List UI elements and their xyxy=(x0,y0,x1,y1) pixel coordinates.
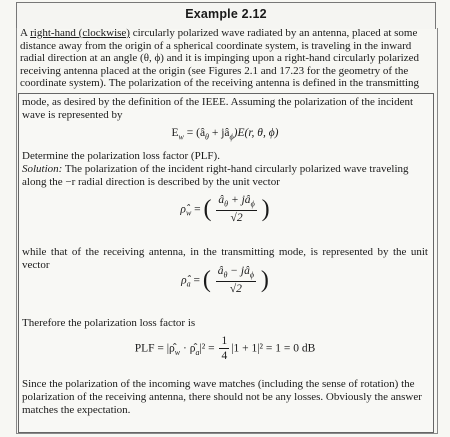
eq-pw-fraction xyxy=(216,194,256,225)
problem-line-2: distance away from the origin of a spherical coordinate system, is traveling in the inward xyxy=(20,39,412,52)
eq-pa-fraction xyxy=(216,265,256,296)
eq-plf-tail: |1 + 1|² = 1 = 0 dB xyxy=(231,342,316,355)
determine-text: Determine the polarization loss factor (PLF). xyxy=(22,150,220,162)
eq-pw-numerator: $â_\theta$ + $jâ_\phi$ xyxy=(216,194,256,211)
eq-pa-lhs: ρ̂ xyxy=(181,274,187,287)
eq-plf-denominator: 4 xyxy=(221,350,228,362)
eq-pa-sub: a xyxy=(186,279,191,289)
problem-line-4: receiving antenna placed at the origin (see Figures 2.1 and 17.23 for the geometry of the xyxy=(20,64,409,77)
incident-unit-vector-equation: $\rhô_w$ = ( $\frac{â_\theta + jâ_\phi}{√2}$ ) xyxy=(180,194,270,225)
eq-pw-denominator: √2 xyxy=(230,212,243,225)
problem-line-7: wave is represented by xyxy=(22,109,123,121)
receiving-unit-vector-equation: $\rhô_a$ = ( $\frac{â_\theta - jâ_\phi}{√2}$ ) xyxy=(181,265,269,296)
eq-plf-numerator: 1 xyxy=(221,335,228,347)
problem-line-5: coordinate system). The polarization of the receiving antenna is defined in the transmitting xyxy=(20,77,420,90)
eq-ew-rhs-3: )E(r, θ, ϕ) xyxy=(233,127,279,139)
eq-plf-after: |² = xyxy=(199,342,218,355)
eq-ew-rhs-1: = (â xyxy=(183,127,206,139)
solution-text: The polarization of the incident right-hand circularly polarized wave traveling xyxy=(62,163,409,175)
conclusion-line-1: Since the polarization of the incoming wave matches (including the sense of rotation) the xyxy=(22,378,415,390)
eq-plf-mid: · ρ̂ xyxy=(180,342,196,355)
problem-line-1-start: A xyxy=(20,27,31,39)
solution-line-1 xyxy=(22,163,428,176)
problem-line-1-end: circularly polarized wave radiated by an antenna, placed at some xyxy=(129,27,418,39)
plf-equation: PLF = $|\rhô_w$ · $\rhô_a|^2$ = $\frac{1}{4}$ |1 + 1|² = 1 = 0 dB xyxy=(134,335,316,362)
underlined-phrase: right-hand (clockwise) xyxy=(30,27,130,39)
solution-line-2: along the −r radial direction is described by the unit vector xyxy=(22,176,280,188)
eq-pa-denominator: √2 xyxy=(229,283,242,296)
problem-line-6: mode, as desired by the definition of the IEEE. Assuming the polarization of the incident xyxy=(22,96,414,108)
eq-pw-sub: w xyxy=(185,208,192,218)
example-title: Example 2.12 xyxy=(185,7,267,21)
eq-plf-fraction xyxy=(219,335,229,363)
conclusion-line-2: polarization of the receiving antenna, there should not be any losses. Obviously the answer xyxy=(22,391,422,403)
eq-ew-sub: w xyxy=(178,132,184,142)
therefore-text: Therefore the polarization loss factor is xyxy=(22,317,196,329)
while-text: while that of the receiving antenna, in the transmitting mode, is represented by the unit vector xyxy=(22,246,428,271)
problem-line-3: radial direction at an angle (θ, ϕ) and it is impinging upon a right-hand circularly polarized xyxy=(20,52,419,65)
eq-ew-rhs-2: + jâ xyxy=(208,127,230,139)
problem-line-1 xyxy=(20,27,432,40)
eq-plf-lhs: PLF = |ρ̂ xyxy=(134,342,175,355)
incident-wave-equation: $E_w$ = ($â_\theta$ + $jâ_\phi)E(r$, θ, ϕ) xyxy=(171,127,279,142)
eq-ew-lhs: E xyxy=(171,127,179,139)
solution-label: Solution: xyxy=(22,163,63,175)
problem-statement xyxy=(16,25,436,90)
eq-pa-numerator: $â_\theta$ − $jâ_\phi$ xyxy=(216,265,256,282)
eq-pw-lhs: ρ̂ xyxy=(180,203,186,216)
conclusion-line-3: matches the expectation. xyxy=(22,404,131,416)
